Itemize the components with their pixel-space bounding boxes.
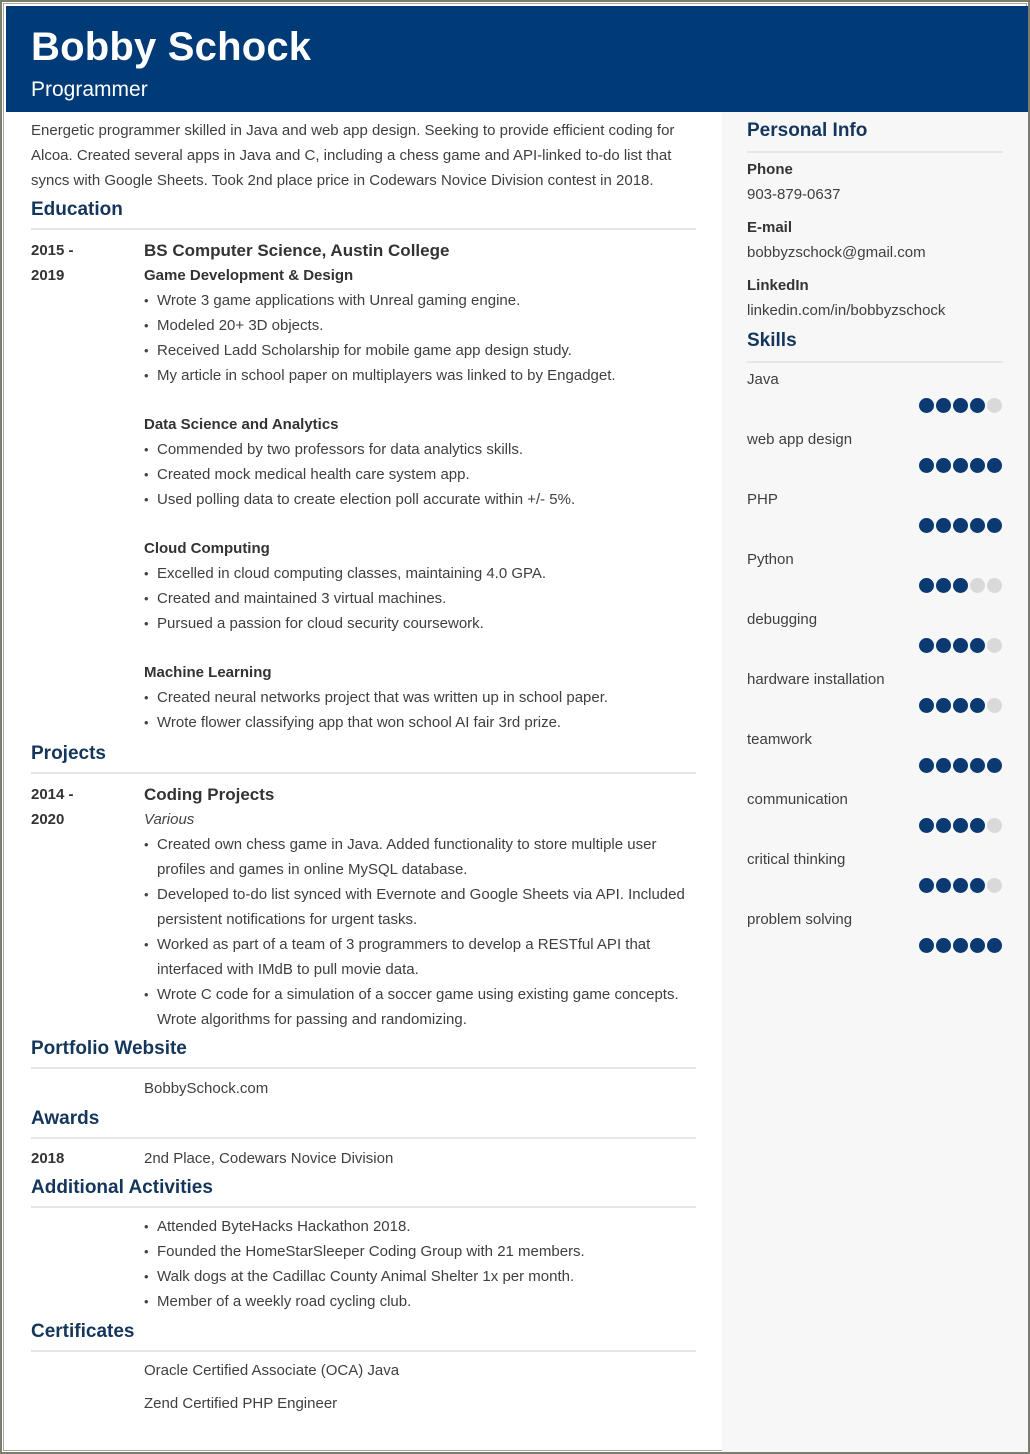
rating-dot-filled-icon bbox=[987, 458, 1002, 473]
education-date-start: 2015 - bbox=[31, 242, 74, 259]
skill-name: critical thinking bbox=[747, 851, 846, 868]
skill-name: communication bbox=[747, 791, 848, 808]
rating-dot-filled-icon bbox=[987, 938, 1002, 953]
section-heading-activities: Additional Activities bbox=[31, 1177, 696, 1208]
section-heading-education: Education bbox=[31, 199, 696, 230]
rating-dot-filled-icon bbox=[936, 758, 951, 773]
education-group-bullets bbox=[144, 288, 696, 388]
portfolio-link[interactable]: BobbySchock.com bbox=[144, 1080, 269, 1097]
section-heading-skills: Skills bbox=[747, 330, 1003, 363]
list-item: • My article in school paper on multiplayers was linked to by Engadget. bbox=[144, 363, 696, 388]
list-item: • Excelled in cloud computing classes, maintaining 4.0 GPA. bbox=[144, 561, 696, 586]
rating-dot-filled-icon bbox=[953, 458, 968, 473]
list-item: • Attended ByteHacks Hackathon 2018. bbox=[144, 1214, 696, 1239]
activities-bullets bbox=[144, 1214, 696, 1314]
skill-name: web app design bbox=[747, 431, 853, 448]
skill-rating bbox=[919, 758, 1005, 774]
email-label: E-mail bbox=[747, 219, 793, 236]
education-group-bullets bbox=[144, 685, 696, 735]
rating-dot-filled-icon bbox=[987, 758, 1002, 773]
rating-dot-filled-icon bbox=[936, 938, 951, 953]
rating-dot-filled-icon bbox=[936, 698, 951, 713]
section-heading-portfolio: Portfolio Website bbox=[31, 1038, 696, 1069]
list-item: • Worked as part of a team of 3 programmers to develop a RESTful API that interfaced with IMdB to pull movie data. bbox=[144, 932, 696, 982]
skill-name: teamwork bbox=[747, 731, 813, 748]
rating-dot-filled-icon bbox=[953, 518, 968, 533]
rating-dot-filled-icon bbox=[936, 878, 951, 893]
rating-dot-filled-icon bbox=[936, 818, 951, 833]
section-heading-projects: Projects bbox=[31, 743, 696, 774]
rating-dot-filled-icon bbox=[936, 578, 951, 593]
skill-rating bbox=[919, 878, 1005, 894]
skill-rating bbox=[919, 578, 1005, 594]
rating-dot-filled-icon bbox=[919, 398, 934, 413]
list-item: • Wrote 3 game applications with Unreal gaming engine. bbox=[144, 288, 696, 313]
rating-dot-filled-icon bbox=[970, 698, 985, 713]
candidate-name: Bobby Schock bbox=[31, 25, 312, 69]
rating-dot-empty-icon bbox=[987, 398, 1002, 413]
education-group-bullets bbox=[144, 561, 696, 636]
rating-dot-filled-icon bbox=[953, 398, 968, 413]
rating-dot-filled-icon bbox=[970, 398, 985, 413]
certificate-item: Oracle Certified Associate (OCA) Java bbox=[144, 1362, 400, 1379]
rating-dot-filled-icon bbox=[970, 938, 985, 953]
list-item: • Received Ladd Scholarship for mobile game app design study. bbox=[144, 338, 696, 363]
rating-dot-empty-icon bbox=[987, 578, 1002, 593]
projects-entry bbox=[144, 782, 696, 1032]
award-year: 2018 bbox=[31, 1150, 65, 1167]
projects-date-start: 2014 - bbox=[31, 786, 74, 803]
list-item: • Wrote C code for a simulation of a soccer game using existing game concepts. Wrote algorithms for passing and randomizing. bbox=[144, 982, 696, 1032]
award-text: 2nd Place, Codewars Novice Division bbox=[144, 1150, 394, 1167]
skill-name: hardware installation bbox=[747, 671, 885, 688]
list-item: • Created neural networks project that was written up in school paper. bbox=[144, 685, 696, 710]
rating-dot-filled-icon bbox=[919, 698, 934, 713]
education-entry bbox=[144, 238, 696, 735]
skill-name: PHP bbox=[747, 491, 778, 508]
rating-dot-filled-icon bbox=[919, 758, 934, 773]
rating-dot-filled-icon bbox=[919, 518, 934, 533]
project-subtitle: Various bbox=[144, 811, 195, 828]
rating-dot-filled-icon bbox=[936, 458, 951, 473]
sidebar bbox=[722, 112, 1028, 1452]
list-item: • Founded the HomeStarSleeper Coding Group with 21 members. bbox=[144, 1239, 696, 1264]
skill-name: problem solving bbox=[747, 911, 853, 928]
rating-dot-empty-icon bbox=[987, 878, 1002, 893]
education-group-bullets bbox=[144, 437, 696, 512]
rating-dot-filled-icon bbox=[953, 878, 968, 893]
list-item: • Created mock medical health care system app. bbox=[144, 462, 696, 487]
activities-entry bbox=[144, 1214, 696, 1314]
skill-rating bbox=[919, 938, 1005, 954]
education-group-title: Data Science and Analytics bbox=[144, 416, 339, 433]
rating-dot-filled-icon bbox=[953, 698, 968, 713]
list-item: • Commended by two professors for data analytics skills. bbox=[144, 437, 696, 462]
certificate-item: Zend Certified PHP Engineer bbox=[144, 1395, 338, 1412]
rating-dot-empty-icon bbox=[987, 698, 1002, 713]
education-group-title: Cloud Computing bbox=[144, 540, 270, 557]
rating-dot-empty-icon bbox=[987, 818, 1002, 833]
rating-dot-filled-icon bbox=[919, 638, 934, 653]
rating-dot-filled-icon bbox=[970, 518, 985, 533]
linkedin-label: LinkedIn bbox=[747, 277, 809, 294]
list-item: • Developed to-do list synced with Evernote and Google Sheets via API. Included persistent notifications for urgent tasks. bbox=[144, 882, 696, 932]
projects-date-end: 2020 bbox=[31, 811, 65, 828]
list-item: • Wrote flower classifying app that won school AI fair 3rd prize. bbox=[144, 710, 696, 735]
project-title: Coding Projects bbox=[144, 785, 275, 804]
rating-dot-filled-icon bbox=[936, 518, 951, 533]
rating-dot-filled-icon bbox=[970, 638, 985, 653]
project-bullets bbox=[144, 832, 696, 1032]
candidate-title: Programmer bbox=[31, 78, 148, 101]
skill-rating bbox=[919, 518, 1005, 534]
skill-rating bbox=[919, 818, 1005, 834]
rating-dot-empty-icon bbox=[987, 638, 1002, 653]
section-heading-certificates: Certificates bbox=[31, 1321, 696, 1352]
email-value[interactable]: bobbyzschock@gmail.com bbox=[747, 244, 926, 261]
education-group-title: Machine Learning bbox=[144, 664, 272, 681]
rating-dot-filled-icon bbox=[919, 878, 934, 893]
list-item: • Member of a weekly road cycling club. bbox=[144, 1289, 696, 1314]
phone-label: Phone bbox=[747, 161, 793, 178]
rating-dot-filled-icon bbox=[953, 938, 968, 953]
rating-dot-filled-icon bbox=[953, 818, 968, 833]
rating-dot-filled-icon bbox=[936, 398, 951, 413]
linkedin-value[interactable]: linkedin.com/in/bobbyzschock bbox=[747, 302, 946, 319]
skill-rating bbox=[919, 458, 1005, 474]
rating-dot-filled-icon bbox=[936, 638, 951, 653]
list-item: • Pursued a passion for cloud security coursework. bbox=[144, 611, 696, 636]
rating-dot-filled-icon bbox=[919, 938, 934, 953]
skill-name: debugging bbox=[747, 611, 818, 628]
skill-rating bbox=[919, 638, 1005, 654]
rating-dot-filled-icon bbox=[970, 458, 985, 473]
education-date-end: 2019 bbox=[31, 267, 65, 284]
summary-text: Energetic programmer skilled in Java and web app design. Seeking to provide efficient coding for Alcoa. Created several apps in Java and C, including a chess game and API-linked to-do list that syncs with Google Sheets. Took 2nd place price in Codewars Novice Division contest in 2018. bbox=[31, 122, 675, 189]
rating-dot-filled-icon bbox=[953, 638, 968, 653]
list-item: • Created own chess game in Java. Added functionality to store multiple user profiles and games in online MySQL database. bbox=[144, 832, 696, 882]
list-item: • Used polling data to create election poll accurate within +/- 5%. bbox=[144, 487, 696, 512]
list-item: • Walk dogs at the Cadillac County Animal Shelter 1x per month. bbox=[144, 1264, 696, 1289]
phone-value: 903-879-0637 bbox=[747, 186, 841, 203]
rating-dot-filled-icon bbox=[919, 458, 934, 473]
rating-dot-filled-icon bbox=[970, 758, 985, 773]
resume-header bbox=[6, 6, 1028, 112]
list-item: • Modeled 20+ 3D objects. bbox=[144, 313, 696, 338]
education-group-title: Game Development & Design bbox=[144, 267, 354, 284]
section-heading-awards: Awards bbox=[31, 1108, 696, 1139]
rating-dot-filled-icon bbox=[953, 578, 968, 593]
rating-dot-empty-icon bbox=[970, 578, 985, 593]
rating-dot-filled-icon bbox=[970, 878, 985, 893]
education-degree: BS Computer Science, Austin College bbox=[144, 241, 450, 260]
skill-rating bbox=[919, 698, 1005, 714]
rating-dot-filled-icon bbox=[987, 518, 1002, 533]
skill-name: Java bbox=[747, 371, 779, 388]
rating-dot-filled-icon bbox=[970, 818, 985, 833]
rating-dot-filled-icon bbox=[919, 578, 934, 593]
skill-rating bbox=[919, 398, 1005, 414]
rating-dot-filled-icon bbox=[953, 758, 968, 773]
rating-dot-filled-icon bbox=[919, 818, 934, 833]
list-item: • Created and maintained 3 virtual machines. bbox=[144, 586, 696, 611]
section-heading-personal-info: Personal Info bbox=[747, 120, 1003, 153]
skill-name: Python bbox=[747, 551, 794, 568]
